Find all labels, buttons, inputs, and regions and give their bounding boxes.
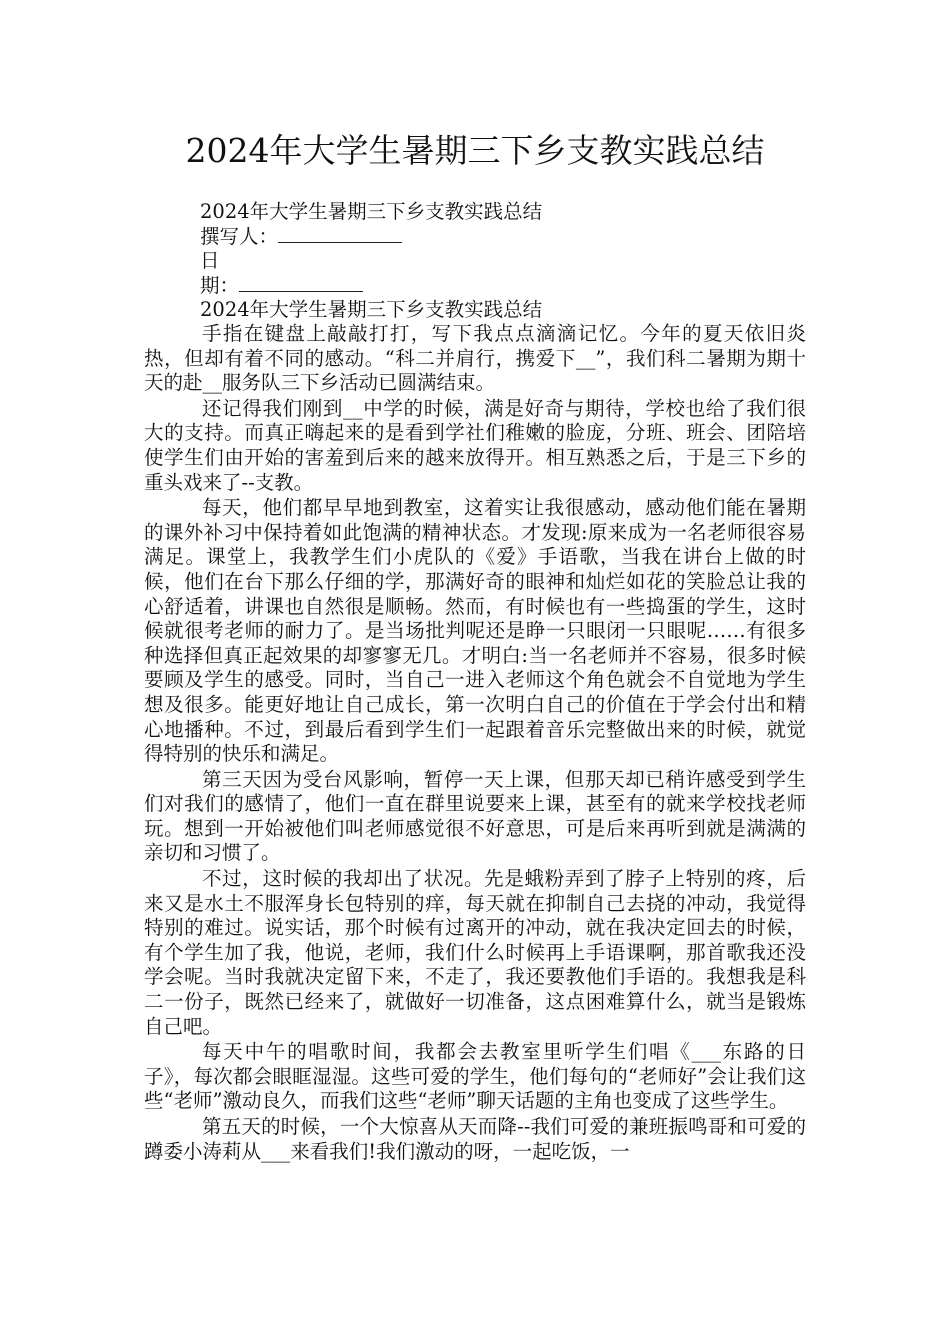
author-line (200, 225, 820, 250)
document-meta (200, 200, 820, 323)
paragraph: 不过，这时候的我却出了状况。先是蛾粉弄到了脖子上特别的疼，后来又是水土不服浑身长包特别的痒，每天就在抑制自己去挠的冲动，我觉得特别的难过。说实话，那个时候有过离开的冲动，就在我决定回去的时候，有个学生加了我，他说，老师，我们什么时候再上手语课啊，那首歌我还没学会呢。当时我就决定留下来，不走了，我还要教他们手语的。我想我是科二一份子，既然已经来了，就做好一切准备，这点困难算什么，就当是锻炼自己吧。 (144, 867, 806, 1038)
date-line (200, 274, 820, 299)
paragraph: 手指在键盘上敲敲打打，写下我点点滴滴记忆。今年的夏天依旧炎热，但却有着不同的感动。“科二并肩行，携爱下__”，我们科二暑期为期十天的赴__服务队三下乡活动已圆满结束。 (144, 322, 806, 395)
paragraph: 还记得我们刚到__中学的时候，满是好奇与期待，学校也给了我们很大的支持。而真正嗨起来的是看到学社们稚嫩的脸庞，分班、班会、团陪培使学生们由开始的害羞到后来的越来放得开。相互熟悉之后，于是三下乡的重头戏来了--支教。 (144, 396, 806, 494)
document-subtitle: 2024年大学生暑期三下乡支教实践总结 (200, 200, 543, 223)
paragraph: 第三天因为受台风影响，暂停一天上课，但那天却已稍许感受到学生们对我们的感情了，他们一直在群里说要来上课，甚至有的就来学校找老师玩。想到一开始被他们叫老师感觉很不好意思，可是后来再听到就是满满的亲切和习惯了。 (144, 767, 806, 865)
paragraph: 每天中午的唱歌时间，我都会去教室里听学生们唱《___东路的日子》，每次都会眼眶湿湿。这些可爱的学生，他们每句的“老师好”会让我们这些“老师”激动良久，而我们这些“老师”聊天话题的主角也变成了这些学生。 (144, 1040, 806, 1113)
document-title: 2024年大学生暑期三下乡支教实践总结 (185, 131, 765, 170)
author-blank (278, 225, 402, 243)
paragraph: 每天，他们都早早地到教室，这着实让我很感动，感动他们能在暑期的课外补习中保持着如此饱满的精神状态。才发现:原来成为一名老师很容易满足。课堂上，我教学生们小虎队的《爱》手语歌，当我在讲台上做的时候，他们在台下那么仔细的学，那满好奇的眼神和灿烂如花的笑脸总让我的心舒适着，讲课也自然很是顺畅。然而，有时候也有一些捣蛋的学生，这时候就很考老师的耐力了。是当场批判呢还是睁一只眼闭一只眼呢……有很多种选择但真正起效果的却寥寥无几。才明白:当一名老师并不容易，很多时候要顾及学生的感受。同时，当自己一进入老师这个角色就会不自觉地为学生想及很多。能更好地让自己成长，第一次明白自己的价值在于学会付出和精心地播种。不过，到最后看到学生们一起跟着音乐完整做出来的时候，就觉得特别的快乐和满足。 (144, 496, 806, 766)
author-label: 撰写人： (200, 224, 279, 248)
date-blank (239, 274, 363, 292)
date-label-line-1: 日 (200, 249, 220, 272)
paragraph: 第五天的时候，一个大惊喜从天而降--我们可爱的兼班振鸣哥和可爱的蹲委小涛莉从___来看我们!我们激动的呀，一起吃饭，一 (144, 1115, 806, 1163)
document-body (144, 322, 806, 1165)
date-label: 期： (200, 273, 240, 297)
heading-repeat: 2024年大学生暑期三下乡支教实践总结 (200, 298, 543, 321)
